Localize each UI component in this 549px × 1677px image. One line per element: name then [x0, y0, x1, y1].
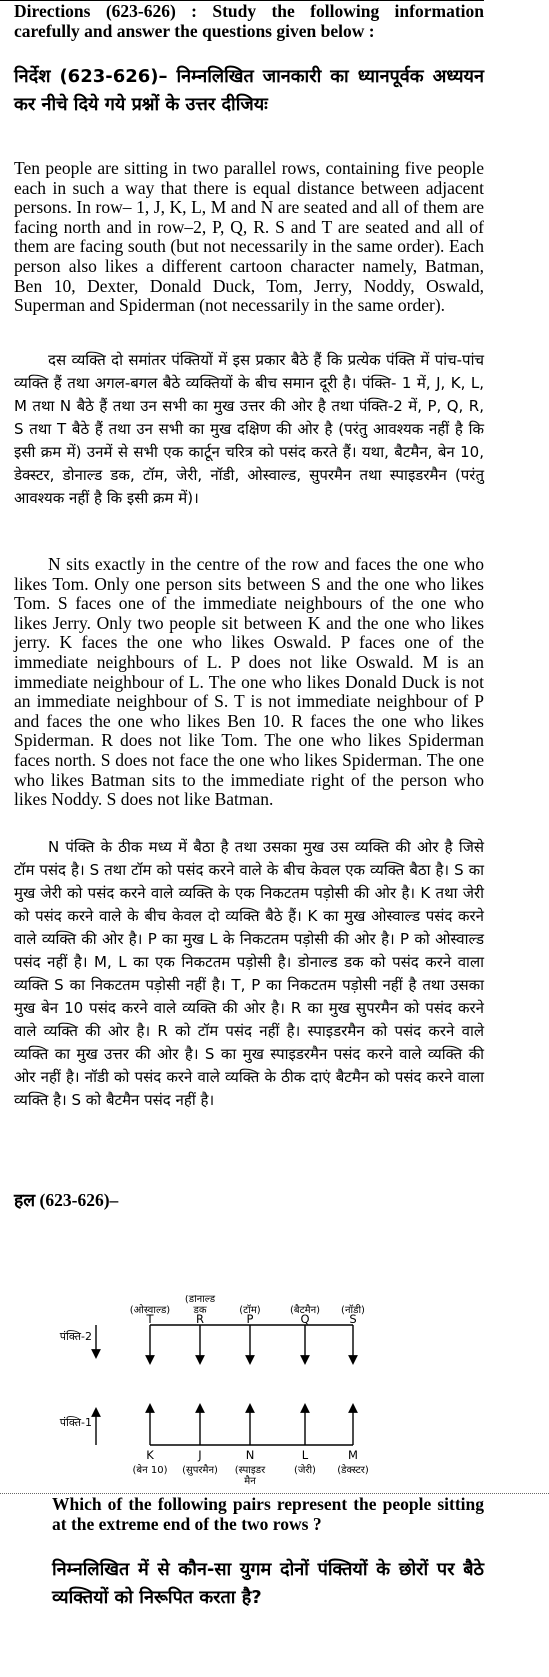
- row1-character-label: (सुपरमैन): [182, 1465, 218, 1476]
- row2-character-label: (डोनाल्ड: [184, 1295, 216, 1305]
- row1-character-label: मैन: [244, 1476, 256, 1487]
- row2-person-label: T: [146, 1312, 154, 1326]
- passage1-hi: दस व्यक्ति दो समांतर पंक्तियों में इस प्रकार बैठे हैं कि प्रत्येक पंक्ति में पांच-पांच व्यक्ति हैं तथा अगल-बगल बैठे व्यक्तियों के बीच समान दूरी है। पंक्ति- 1 में, J, K, L, M तथा N बैठे हैं तथा उन सभी का मुख उत्तर की ओर है तथा पंक्ति-2 में, P, Q, R, S तथा T बैठे हैं तथा उन सभी का मुख दक्षिण की ओर है (परंतु आवश्यक नहीं है कि इसी क्रम में) उनमें से सभी एक कार्टून चरित्र को पसंद करते हैं। यथा, बैटमैन, बेन 10, डेक्स्टर, डोनाल्ड डक, टॉम, जेरी, नॉडी, ओस्वाल्ड, सुपरमैन तथा स्पाइडरमैन (परंतु आवश्यक नहीं है कि इसी क्रम में)।: [14, 351, 484, 507]
- row2-character-label: (टॉम): [239, 1305, 261, 1316]
- seating-diagram: [0, 1295, 549, 1490]
- passage2-hi: N पंक्ति के ठीक मध्य में बैठा है तथा उसका मुख उस व्यक्ति की ओर है जिसे टॉम पसंद है। S तथा टॉम को पसंद करने वाले के बीच केवल एक व्यक्ति बैठा है। S का मुख जेरी को पसंद करने वाले व्यक्ति के एक निकटतम पड़ोसी की ओर है। K तथा जेरी को पसंद करने वाले के बीच केवल दो व्यक्ति बैठे हैं। K का मुख ओस्वाल्ड पसंद करने वाले व्यक्ति की ओर है। P का मुख L के निकटतम पड़ोसी की ओर है। P को ओस्वाल्ड पसंद नहीं है। M, L का एक निकटतम पड़ोसी है। डोनाल्ड डक को पसंद करने वाला व्यक्ति S का निकटतम पड़ोसी नहीं है। T, P का निकटतम पड़ोसी नहीं है तथा उसका मुख बेन 10 पसंद करने वाले व्यक्ति की ओर है। R का मुख सुपरमैन को पसंद करने वाले व्यक्ति की ओर है। R को टॉम पसंद नहीं है। स्पाइडरमैन को पसंद करने वाले व्यक्ति का मुख उत्तर की ओर है। S का मुख स्पाइडरमैन पसंद करने वाले व्यक्ति की ओर नहीं है। नॉडी को पसंद करने वाले व्यक्ति के ठीक दाएं बैटमैन को पसंद करने वाला व्यक्ति है। S को बैटमैन पसंद नहीं है।: [14, 838, 484, 1109]
- row1-person-label: N: [245, 1448, 255, 1462]
- question-hi: निम्नलिखित में से कौन-सा युगम दोनों पंक्तियों के छोरों पर बैठे व्यक्तियों को निरूपित करता है?: [52, 1559, 484, 1608]
- row1-person-label: L: [301, 1448, 309, 1462]
- directions-en: Directions (623-626) : Study the following information carefully and answer the questions given below :: [14, 1, 484, 41]
- row1-label: पंक्ति-1: [59, 1416, 92, 1429]
- passage2-en: N sits exactly in the centre of the row and faces the one who likes Tom. Only one person sits between S and the one who likes Tom. S faces one of the immediate neighbours of the one who likes Jerry. Only two people sit between K and the one who likes jerry. K faces the one who likes Oswald. P faces one of the immediate neighbours of L. P does not like Oswald. M is an immediate neighbour of L. The one who likes Donald Duck is not an immediate neighbour of S. T is not immediate neighbour of P and faces the one who likes Ben 10. R faces the one who likes Spiderman. R does not like Tom. The one who likes Spiderman faces north. S does not face the one who likes Spiderman. The one who likes Batman sits to the immediate right of the person who likes Noddy. S does not like Batman.: [14, 554, 484, 810]
- row1-character-label: (जेरी): [294, 1465, 316, 1476]
- row2-person-label: P: [246, 1312, 254, 1326]
- row2-person-label: Q: [300, 1312, 310, 1326]
- question-en: Which of the following pairs represent the people sitting at the extreme end of the two rows ?: [52, 1494, 484, 1534]
- row2-character-label: डक: [193, 1305, 207, 1316]
- solution-heading: हल (623-626)–: [14, 1190, 119, 1210]
- passage1-en: Ten people are sitting in two parallel rows, containing five people each in such a way that there is equal distance between adjacent persons. In row– 1, J, K, L, M and N are seated and all of them are facing north and in row–2, P, Q, R. S and T are seated and all of them are facing south (but not necessarily in the same order). Each person also likes a different cartoon character namely, Batman, Ben 10, Dexter, Donald Duck, Tom, Jerry, Noddy, Oswald, Superman and Spiderman (not necessarily in the same order).: [14, 158, 484, 316]
- row2-person-label: S: [349, 1312, 357, 1326]
- directions-hi: निर्देश (623-626)– निम्नलिखित जानकारी का ध्यानपूर्वक अध्ययन कर नीचे दिये गये प्रश्नों के उत्तर दीजियः: [14, 66, 484, 115]
- row2-person-label: R: [196, 1312, 204, 1326]
- row1-person-label: K: [146, 1448, 154, 1462]
- row2-character-label: (बैटमैन): [289, 1305, 321, 1316]
- row1-character-label: (बेन 10): [132, 1465, 168, 1476]
- row2-character-label: (ओस्वाल्ड): [129, 1305, 171, 1316]
- row1-character-label: (स्पाइडर: [234, 1465, 266, 1476]
- row2-label: पंक्ति-2: [59, 1330, 92, 1343]
- row2-character-label: (नॉडी): [341, 1305, 365, 1316]
- row1-character-label: (डेक्स्टर): [337, 1465, 369, 1476]
- row1-person-label: M: [348, 1448, 358, 1462]
- row1-person-label: J: [198, 1448, 202, 1462]
